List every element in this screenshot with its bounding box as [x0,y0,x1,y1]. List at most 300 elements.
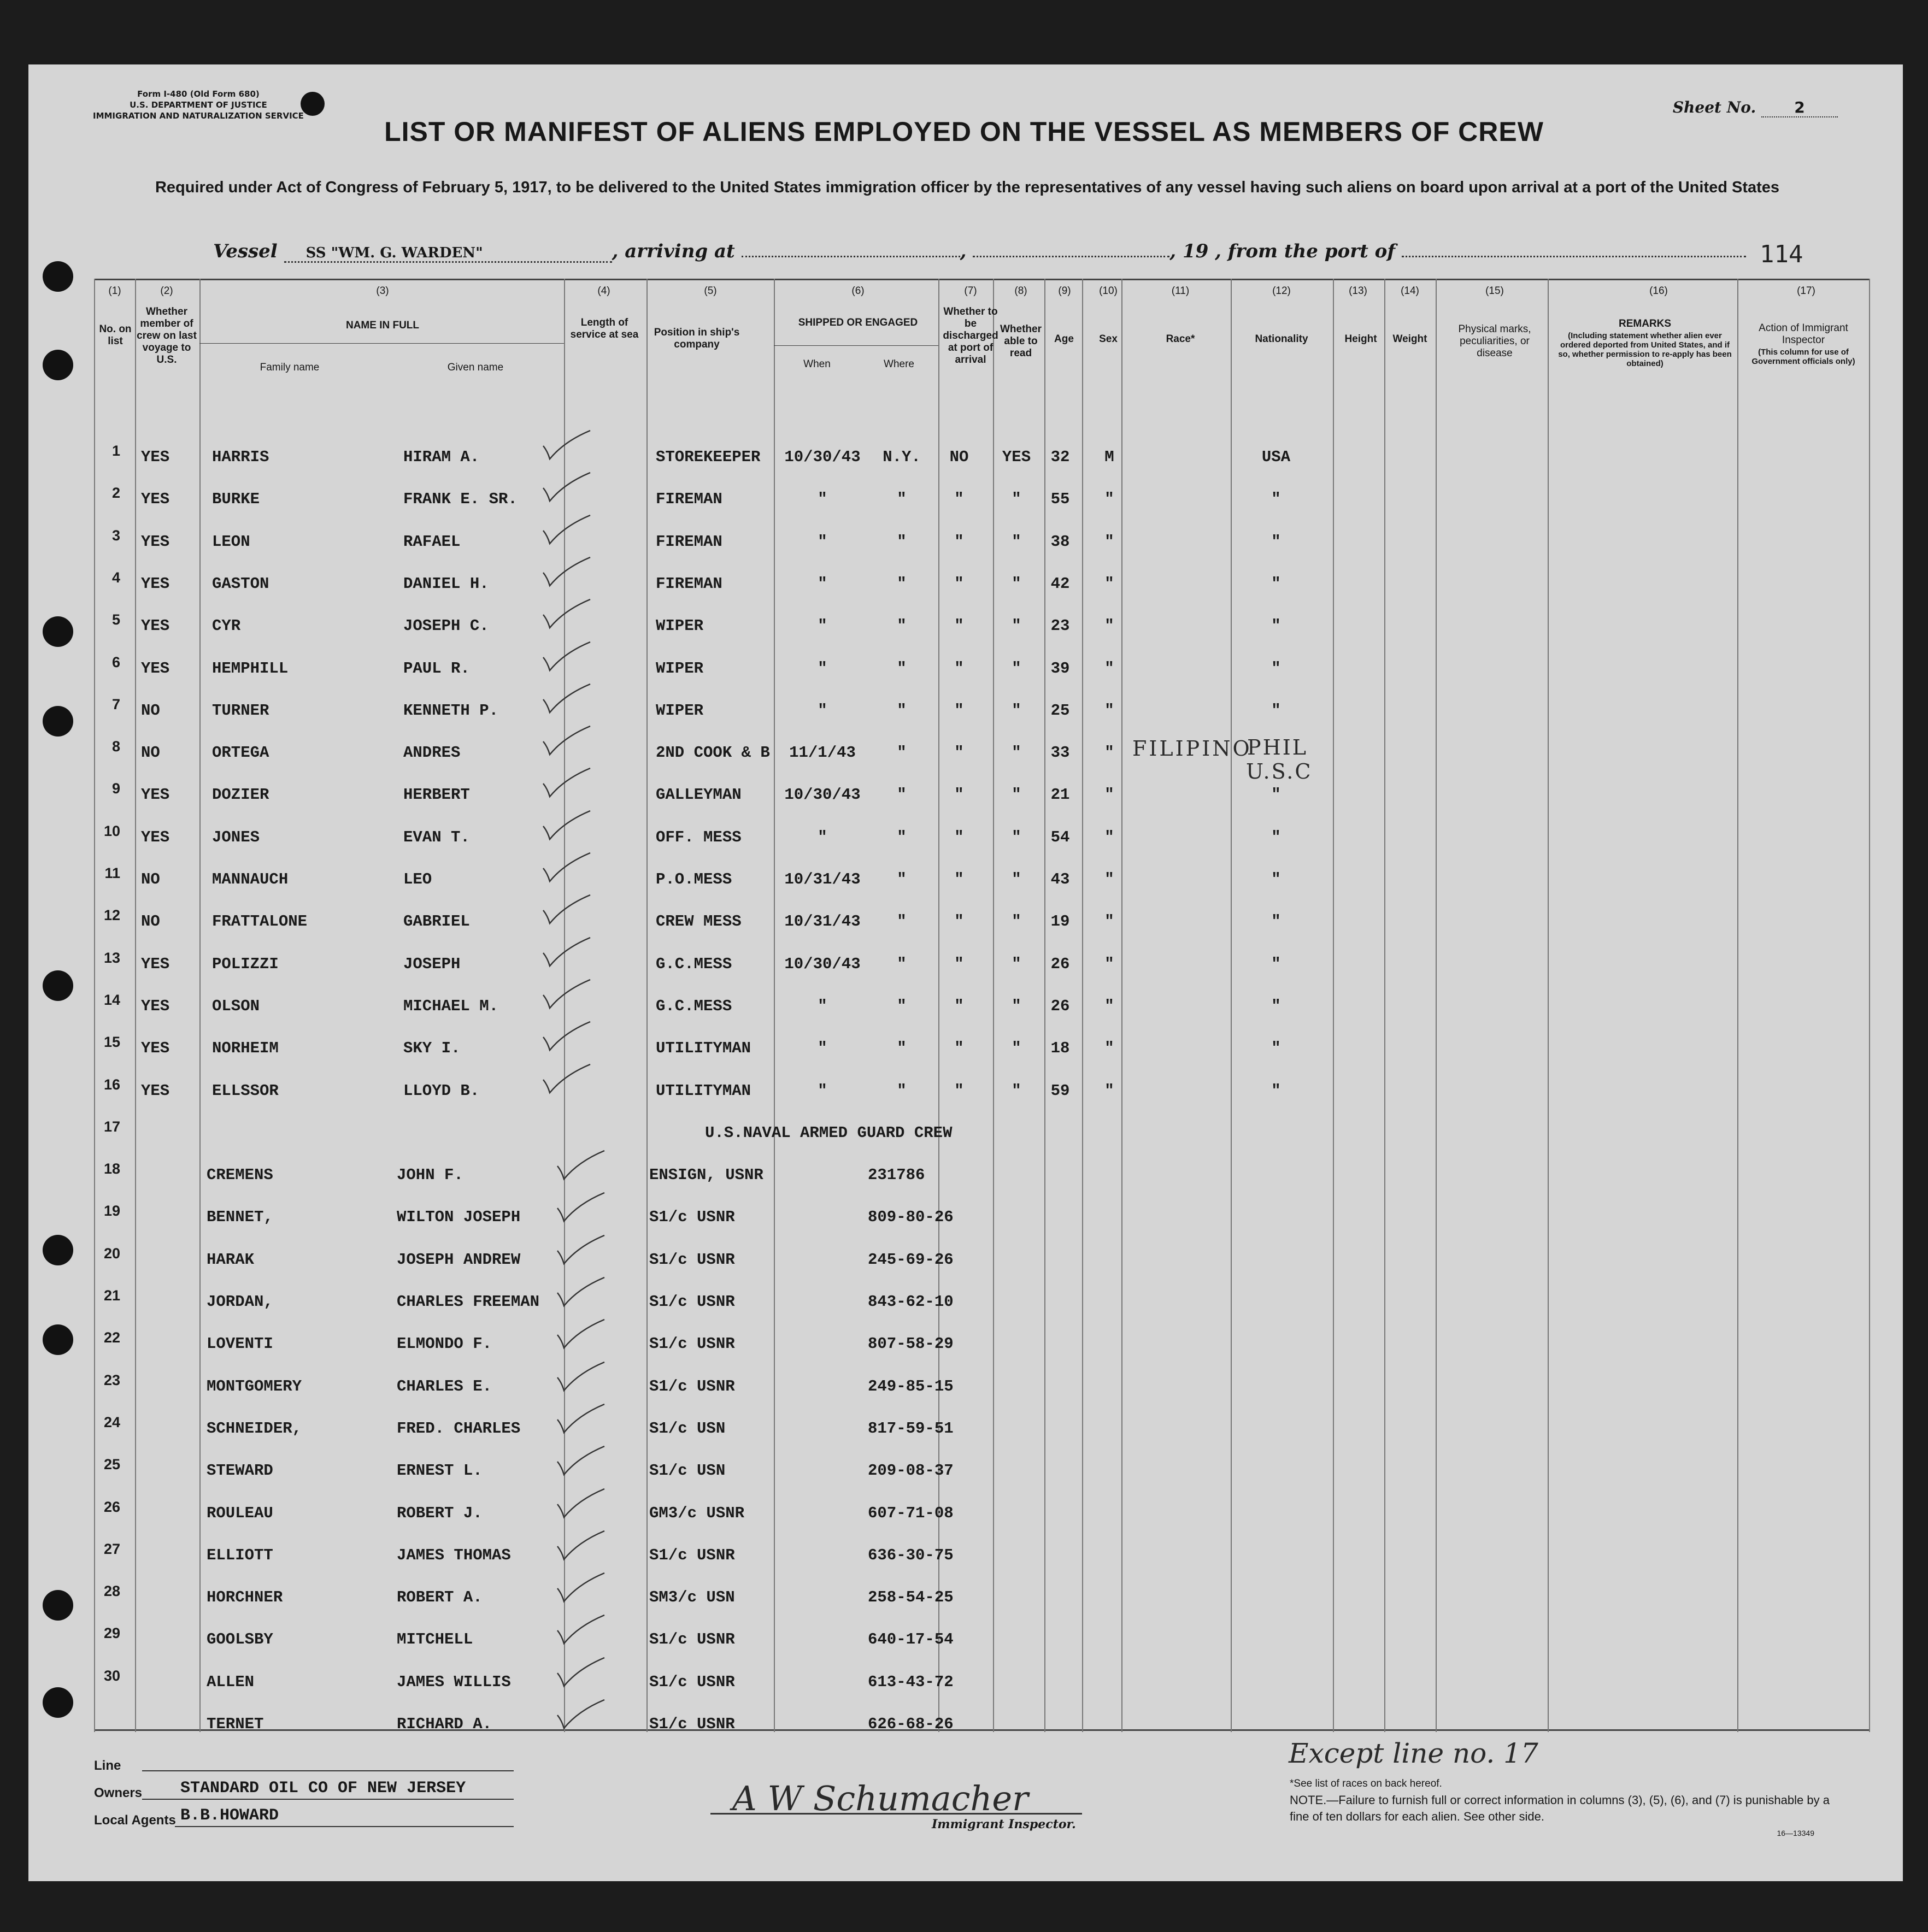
row-number: 30 [103,1668,120,1684]
from-port-field [1402,256,1746,257]
able-to-read: " [1012,786,1021,804]
shipped-where: " [897,1082,907,1100]
shipped-where: " [897,870,907,888]
col-header-nationality: Nationality [1255,333,1308,345]
prior-voyage: YES [141,955,170,973]
checkmark-icon [542,429,591,462]
position: GALLEYMAN [656,786,742,804]
shipped-when: " [818,575,827,593]
crew-row [0,443,1928,470]
age: 38 [1050,533,1070,551]
given-name: KENNETH P. [403,702,499,720]
nationality: " [1271,912,1281,930]
family-name: NORHEIM [212,1039,279,1057]
service-number: 231786 [868,1166,925,1184]
shipped-where: " [897,575,907,593]
position: STOREKEEPER [656,448,761,466]
sex: " [1104,1039,1114,1057]
age: 55 [1050,490,1070,508]
shipped-when: " [818,828,827,846]
page-title: LIST OR MANIFEST OF ALIENS EMPLOYED ON THE VESSEL AS MEMBERS OF CREW [384,116,1544,147]
crew-row [0,907,1928,934]
handwritten-exception-note: Except line no. 17 [1289,1737,1538,1769]
vessel-name: SS "WM. G. WARDEN" [284,245,612,263]
family-name: MONTGOMERY [207,1377,302,1395]
discharged: " [954,1082,964,1100]
row-number: 11 [104,865,120,881]
department-name: U.S. DEPARTMENT OF JUSTICE [130,100,267,110]
family-name: LOVENTI [207,1335,273,1353]
family-name: BENNET, [207,1208,273,1226]
position: G.C.MESS [656,955,732,973]
nationality: " [1271,1039,1281,1057]
discharged: " [954,786,964,804]
shipped-when: 10/30/43 [784,786,861,804]
checkmark-icon [542,979,591,1011]
position: WIPER [656,659,704,678]
row-number: 14 [103,992,120,1008]
able-to-read: " [1012,997,1021,1015]
row-number: 10 [103,823,120,839]
age: 42 [1050,575,1070,593]
family-name: GASTON [212,575,269,593]
row-number: 13 [103,950,120,966]
prior-voyage: YES [141,490,170,508]
nationality: " [1271,659,1281,678]
able-to-read: " [1012,617,1021,635]
checkmark-icon [556,1445,606,1478]
checkmark-icon [542,556,591,589]
prior-voyage: YES [141,786,170,804]
able-to-read: " [1012,1082,1021,1100]
checkmark-icon [542,641,591,674]
age: 32 [1050,448,1070,466]
family-name: BURKE [212,490,260,508]
position: P.O.MESS [656,870,732,888]
discharged: " [954,744,964,762]
shipped-where: " [897,955,907,973]
shipped-when: " [818,1039,827,1057]
position: 2ND COOK & B [656,744,770,762]
service-number: 809-80-26 [868,1208,954,1226]
given-name: LEO [403,870,432,888]
row-number: 1 [111,443,120,459]
punch-hole [43,350,73,380]
nationality: " [1271,617,1281,635]
sex: " [1104,702,1114,720]
footer-agents-value: B.B.HOWARD [180,1806,279,1825]
col-num-5: (5) [704,285,717,297]
checkmark-icon [542,725,591,758]
age: 59 [1050,1082,1070,1100]
family-name: HEMPHILL [212,659,289,678]
service-number: 258-54-25 [868,1588,954,1606]
checkmark-icon [542,598,591,631]
given-name: JOSEPH ANDREW [397,1251,521,1269]
rank: S1/c USN [649,1419,726,1438]
checkmark-icon [542,852,591,885]
col-header-action-note: (This column for use of Government officials only) [1751,347,1855,366]
position: FIREMAN [656,575,722,593]
col-num-14: (14) [1401,285,1419,297]
shipped-where: " [897,490,907,508]
prior-voyage: NO [141,702,160,720]
given-name: MITCHELL [397,1630,473,1648]
checkmark-icon [542,936,591,969]
rank: SM3/c USN [649,1588,735,1606]
given-name: ANDRES [403,744,461,762]
family-name: TERNET [207,1715,264,1733]
row-number: 24 [103,1414,120,1430]
guard-row [0,1499,1928,1526]
section-heading: U.S.NAVAL ARMED GUARD CREW [705,1124,953,1142]
given-name: HERBERT [403,786,470,804]
age: 26 [1050,955,1070,973]
col-num-1: (1) [108,285,121,297]
crew-row [0,485,1928,512]
family-name: CYR [212,617,241,635]
rank: S1/c USNR [649,1293,735,1311]
col-header-position: Position in ship's company [654,327,740,350]
given-name: JAMES THOMAS [397,1546,511,1564]
family-name: DOZIER [212,786,269,804]
prior-voyage: NO [141,912,160,930]
family-name: HARRIS [212,448,269,466]
sheet-value: 2 [1761,98,1838,117]
age: 19 [1050,912,1070,930]
guard-row [0,1161,1928,1188]
service-number: 817-59-51 [868,1419,954,1438]
checkmark-icon [556,1657,606,1689]
col-num-12: (12) [1272,285,1291,297]
shipped-when: 11/1/43 [789,744,856,762]
nationality: " [1271,997,1281,1015]
shipped-when: " [818,617,827,635]
col-num-2: (2) [160,285,173,297]
crew-row [0,992,1928,1019]
age: 54 [1050,828,1070,846]
family-name: STEWARD [207,1462,273,1480]
inspector-label: Immigrant Inspector. [932,1817,1076,1831]
checkmark-icon [542,1021,591,1053]
row-number: 23 [103,1372,120,1388]
discharged: " [954,1039,964,1057]
vessel-line: Vessel SS "WM. G. WARDEN" , arriving at , , 19 , from the port of [213,240,1746,263]
print-code: 16—13349 [1777,1829,1814,1837]
row-number: 27 [103,1541,120,1557]
stamp-number: 114 [1760,240,1803,268]
col-header-remarks: REMARKS [1618,318,1672,329]
family-name: LEON [212,533,250,551]
crew-row [0,1076,1928,1104]
col-header-when: When [803,358,831,370]
guard-row [0,1329,1928,1357]
sex: " [1104,828,1114,846]
col-num-3: (3) [376,285,389,297]
sex: " [1104,490,1114,508]
service-number: 245-69-26 [868,1251,954,1269]
discharged: " [954,997,964,1015]
service-number: 607-71-08 [868,1504,954,1522]
discharged: " [954,533,964,551]
sex: " [1104,786,1114,804]
able-to-read: " [1012,955,1021,973]
guard-row [0,1541,1928,1568]
given-name: JOSEPH [403,955,461,973]
handwritten-nationality-usc: U.S.C [1246,759,1313,784]
checkmark-icon [556,1403,606,1436]
family-name: GOOLSBY [207,1630,273,1648]
shipped-when: 10/30/43 [784,448,861,466]
able-to-read: " [1012,744,1021,762]
sex: " [1104,533,1114,551]
age: 18 [1050,1039,1070,1057]
checkmark-icon [542,767,591,800]
year-label: , 19 [1169,240,1209,262]
prior-voyage: YES [141,617,170,635]
sheet-label: Sheet No. [1672,98,1756,116]
col-header-sex: Sex [1099,333,1118,345]
row-number: 3 [111,527,120,544]
rank: S1/c USNR [649,1715,735,1733]
given-name: GABRIEL [403,912,470,930]
row-number: 7 [111,696,120,712]
nationality: " [1271,702,1281,720]
col-header-service: Length of service at sea [570,317,639,340]
prior-voyage: YES [141,659,170,678]
col-num-16: (16) [1649,285,1668,297]
able-to-read: YES [1002,448,1031,466]
col-header-physical: Physical marks, peculiarities, or disease [1458,323,1531,359]
row-number: 29 [103,1625,120,1641]
checkmark-icon [556,1276,606,1309]
sex: " [1104,617,1114,635]
family-name: CREMENS [207,1166,273,1184]
checkmark-icon [556,1488,606,1521]
service-name: IMMIGRATION AND NATURALIZATION SERVICE [93,111,304,121]
col-num-4: (4) [597,285,610,297]
discharged: " [954,912,964,930]
rank: GM3/c USNR [649,1504,745,1522]
sex: " [1104,575,1114,593]
nationality: USA [1261,448,1291,466]
family-name: JONES [212,828,260,846]
position: CREW MESS [656,912,742,930]
discharged: " [954,955,964,973]
checkmark-icon [556,1234,606,1267]
shipped-where: " [897,744,907,762]
age: 25 [1050,702,1070,720]
col-header-given: Given name [447,362,504,373]
row-number: 17 [103,1118,120,1135]
col-header-height: Height [1344,333,1377,345]
rank: ENSIGN, USNR [649,1166,763,1184]
family-name: HARAK [207,1251,255,1269]
family-name: OLSON [212,997,260,1015]
prior-voyage: YES [141,448,170,466]
family-name: SCHNEIDER, [207,1419,302,1438]
checkmark-icon [556,1192,606,1224]
shipped-when: " [818,1082,827,1100]
service-number: 636-30-75 [868,1546,954,1564]
arrival-date-field [973,256,1169,257]
prior-voyage: YES [141,575,170,593]
handwritten-nationality: PHIL [1247,735,1308,759]
given-name: DANIEL H. [403,575,489,593]
family-name: TURNER [212,702,269,720]
row-number: 15 [103,1034,120,1050]
crew-row [0,654,1928,681]
guard-row [0,1715,1928,1737]
from-port-label: , from the port of [1215,240,1395,262]
guard-row [0,1625,1928,1652]
footer-owners-label: Owners [94,1786,143,1800]
guard-row [0,1456,1928,1483]
shipped-where: N.Y. [883,448,921,466]
given-name: PAUL R. [403,659,470,678]
prior-voyage: NO [141,870,160,888]
footer-line-label: Line [94,1758,121,1773]
checkmark-icon [556,1318,606,1351]
nationality: " [1271,955,1281,973]
guard-row [0,1203,1928,1230]
age: 39 [1050,659,1070,678]
sex: " [1104,912,1114,930]
given-name: JOHN F. [397,1166,463,1184]
rank: S1/c USNR [649,1377,735,1395]
service-number: 626-68-26 [868,1715,954,1733]
note-races: *See list of races on back hereof. [1290,1778,1442,1789]
family-name: HORCHNER [207,1588,283,1606]
able-to-read: " [1012,828,1021,846]
family-name: JORDAN, [207,1293,273,1311]
guard-row [0,1287,1928,1315]
col-header-weight: Weight [1392,333,1427,345]
shipped-where: " [897,828,907,846]
col-num-8: (8) [1014,285,1027,297]
col-num-9: (9) [1058,285,1071,297]
col-num-13: (13) [1349,285,1367,297]
shipped-when: 10/30/43 [784,955,861,973]
able-to-read: " [1012,702,1021,720]
service-number: 613-43-72 [868,1673,954,1691]
rank: S1/c USNR [649,1251,735,1269]
rank: S1/c USN [649,1462,726,1480]
given-name: RAFAEL [403,533,461,551]
sex: " [1104,955,1114,973]
able-to-read: " [1012,659,1021,678]
family-name: ROULEAU [207,1504,273,1522]
row-number: 5 [111,611,120,628]
row-number: 18 [103,1161,120,1177]
footer-notes [1290,1776,1836,1841]
service-number: 807-58-29 [868,1335,954,1353]
checkmark-icon [542,514,591,547]
family-name: ELLSSOR [212,1082,279,1100]
given-name: CHARLES FREEMAN [397,1293,540,1311]
able-to-read: " [1012,870,1021,888]
checkmark-icon [542,810,591,843]
position: WIPER [656,617,704,635]
crew-row [0,696,1928,723]
shipped-where: " [897,1039,907,1057]
rank: S1/c USNR [649,1673,735,1691]
row-number: 21 [103,1287,120,1304]
age: 21 [1050,786,1070,804]
checkmark-icon [556,1530,606,1563]
position: UTILITYMAN [656,1082,751,1100]
guard-row [0,1414,1928,1441]
row-number: 8 [111,738,120,755]
col-num-11: (11) [1171,285,1190,297]
given-name: LLOYD B. [403,1082,480,1100]
nationality: " [1271,575,1281,593]
discharged: " [954,490,964,508]
col-header-age: Age [1054,333,1074,345]
service-number: 249-85-15 [868,1377,954,1395]
discharged: " [954,828,964,846]
family-name: ELLIOTT [207,1546,273,1564]
arriving-port-field [742,256,960,257]
nationality: " [1271,1082,1281,1100]
service-number: 640-17-54 [868,1630,954,1648]
nationality: " [1271,828,1281,846]
discharged: " [954,870,964,888]
age: 23 [1050,617,1070,635]
prior-voyage: NO [141,744,160,762]
rank: S1/c USNR [649,1630,735,1648]
age: 43 [1050,870,1070,888]
prior-voyage: YES [141,1039,170,1057]
given-name: MICHAEL M. [403,997,499,1015]
shipped-when: 10/31/43 [784,870,861,888]
crew-row [0,738,1928,765]
family-name: MANNAUCH [212,870,289,888]
given-name: WILTON JOSEPH [397,1208,521,1226]
crew-row [0,569,1928,597]
row-number: 20 [103,1245,120,1262]
row-number: 16 [103,1076,120,1093]
able-to-read: " [1012,1039,1021,1057]
col-num-7: (7) [964,285,977,297]
given-name: FRED. CHARLES [397,1419,521,1438]
shipped-where: " [897,997,907,1015]
nationality: " [1271,870,1281,888]
given-name: JAMES WILLIS [397,1673,511,1691]
position: G.C.MESS [656,997,732,1015]
checkmark-icon [556,1699,606,1731]
shipped-where: " [897,912,907,930]
prior-voyage: YES [141,828,170,846]
prior-voyage: YES [141,997,170,1015]
row-number: 4 [111,569,120,586]
form-number: Form I-480 (Old Form 680) [137,89,260,99]
footer-owners-value: STANDARD OIL CO OF NEW JERSEY [180,1779,466,1798]
checkmark-icon [556,1614,606,1647]
vessel-label: Vessel [213,240,278,262]
crew-row [0,527,1928,555]
family-name: ORTEGA [212,744,269,762]
shipped-where: " [897,702,907,720]
sex: " [1104,997,1114,1015]
shipped-where: " [897,659,907,678]
checkmark-icon [542,683,591,716]
punch-hole [43,261,73,292]
given-name: RICHARD A. [397,1715,492,1733]
rank: S1/c USNR [649,1335,735,1353]
family-name: ALLEN [207,1673,255,1691]
col-num-17: (17) [1797,285,1815,297]
